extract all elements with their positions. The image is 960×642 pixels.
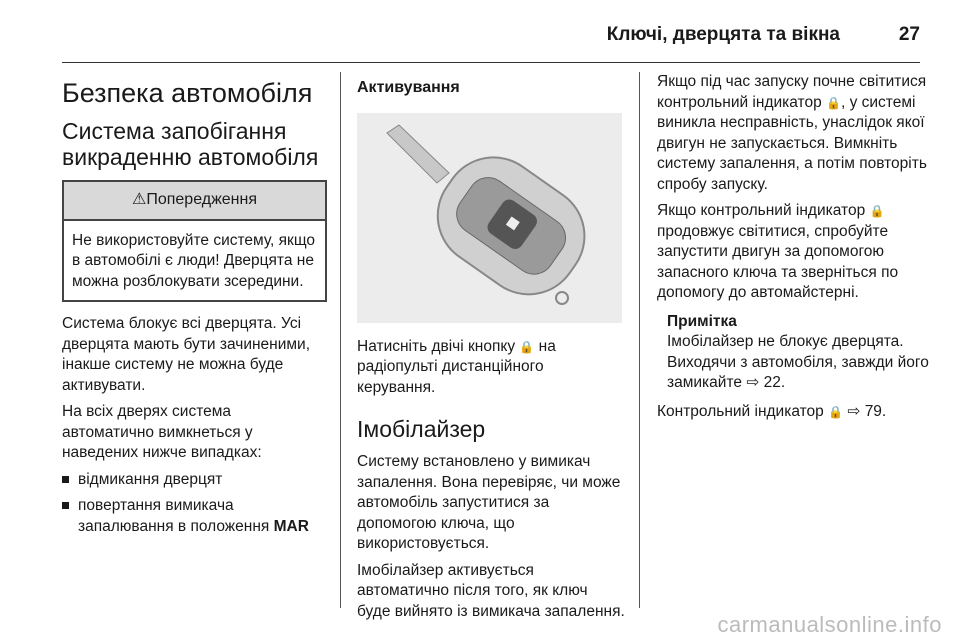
note-title: Примітка [667,312,737,330]
subsection-title: Система запобігання викраденню автомобіля [62,118,319,170]
bullet-list [62,470,327,538]
page-ref-icon: ⇨ [847,402,861,420]
heading-activation: Активування [357,79,460,96]
paragraph: Імобілайзер активується автоматично після того, як ключ буде вийнято із вимикача запалення. [357,561,625,620]
immobilizer-indicator-icon: 🔒 [869,204,885,218]
paragraph: Якщо контрольний індикатор 🔒 продовжує світитися, спробуйте запустити двигун за допомогою запасного ключа та зверніться по допомогу до автомайстерні. [657,202,899,301]
warning-icon: ⚠ [131,191,147,208]
list-item: повертання вимикача запалювання в положення MAR [62,496,327,537]
list-item: відмикання дверцят [62,470,327,491]
section-title: Безпека автомобіля [62,78,313,108]
left-column [62,72,327,543]
lock-button-icon: 🔒 [519,339,535,354]
header-title: Ключі, дверцята та вікна [606,24,840,45]
page-header [62,14,920,63]
right-column [657,72,932,428]
paragraph: Систему встановлено у вимикач запалення. Вона перевіряє, чи може автомобіль запуститися за допомогою ключа, що використовується. [357,453,621,552]
paragraph: Натисніть двічі кнопку 🔒 на радіопульті дистанційного керування. [357,337,556,396]
paragraph: Система блокує всі дверцята. Усі дверцята мають бути зачиненими, інакше систему не можна буде активувати. [62,315,310,394]
immobilizer-indicator-icon: 🔒 [828,404,844,419]
page-ref-link[interactable]: 22. [763,374,786,391]
paragraph: Якщо під час запуску почне світитися контрольний індикатор 🔒, у системі виникла несправність, унаслідок якої двигун не запускається. Вимкніть систему запалення, а потім повторіть спробу запуску. [657,73,927,193]
column-divider [639,72,640,608]
warning-text: Не використовуйте систему, якщо в автомобілі є люди! Дверцята не можна розблокувати зсередини. [72,231,316,290]
watermark: carmanualsonline.info [717,612,942,637]
immobilizer-indicator-icon: 🔒 [826,95,841,110]
immobilizer-heading: Імобілайзер [357,416,486,442]
note-text: Імобілайзер не блокує дверцята. Виходячи з автомобіля, завжди його замикайте ⇨ 22. [667,333,929,391]
paragraph: Контрольний індикатор 🔒 ⇨ 79. [657,402,887,420]
key-fob-image [357,113,622,323]
page-ref-icon: ⇨ [746,374,760,391]
warning-box [62,180,327,302]
page-number: 27 [898,24,920,45]
paragraph: На всіх дверях система автоматично вимкнеться у наведених нижче випадках: [62,403,262,461]
warning-header: ⚠Попередження [64,182,325,221]
column-divider [340,72,341,608]
middle-column [357,72,625,628]
page-ref-link[interactable]: 79. [864,402,887,420]
note-box [657,312,932,394]
